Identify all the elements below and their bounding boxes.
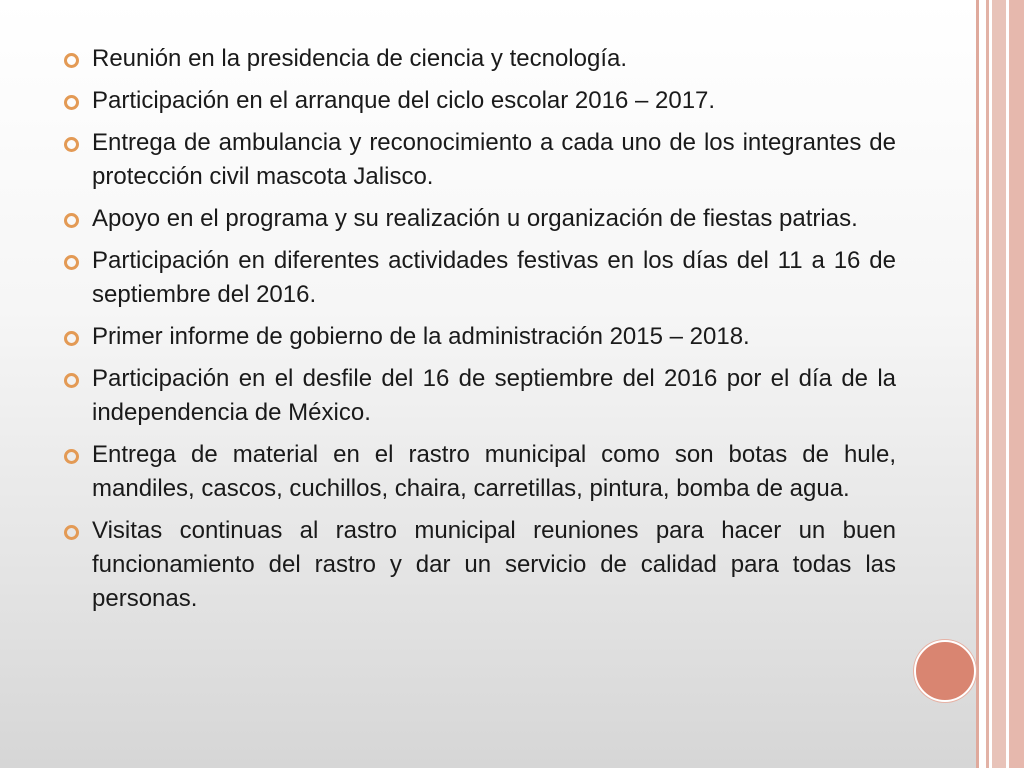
list-item-text: Participación en diferentes actividades festivas en los días del 11 a 16 de septiembre del 2016.: [92, 247, 896, 308]
hollow-circle-bullet-icon: [64, 95, 79, 110]
list-item-text: Entrega de material en el rastro municipal como son botas de hule, mandiles, cascos, cuchillos, chaira, carretillas, pintura, bomba de agua.: [92, 441, 896, 502]
list-item-text: Visitas continuas al rastro municipal reuniones para hacer un buen funcionamiento del rastro y dar un servicio de calidad para todas las personas.: [92, 517, 896, 612]
hollow-circle-bullet-icon: [64, 255, 79, 270]
list-item-text: Apoyo en el programa y su realización u organización de fiestas patrias.: [92, 205, 858, 232]
hollow-circle-bullet-icon: [64, 137, 79, 152]
list-item: [60, 84, 896, 118]
list-item: [60, 514, 896, 616]
list-item: [60, 320, 896, 354]
list-item: [60, 244, 896, 312]
list-item-text: Entrega de ambulancia y reconocimiento a cada uno de los integrantes de protección civil mascota Jalisco.: [92, 129, 896, 190]
list-item-text: Participación en el arranque del ciclo escolar 2016 – 2017.: [92, 87, 716, 114]
hollow-circle-bullet-icon: [64, 449, 79, 464]
list-item-text: Participación en el desfile del 16 de septiembre del 2016 por el día de la independencia de México.: [92, 365, 896, 426]
list-item: [60, 362, 896, 430]
list-item: [60, 438, 896, 506]
hollow-circle-bullet-icon: [64, 213, 79, 228]
accent-circle: [914, 640, 976, 702]
list-item: [60, 42, 896, 76]
decorative-stripe: [979, 0, 986, 768]
hollow-circle-bullet-icon: [64, 53, 79, 68]
list-item-text: Reunión en la presidencia de ciencia y tecnología.: [92, 45, 628, 72]
list-item: [60, 202, 896, 236]
hollow-circle-bullet-icon: [64, 525, 79, 540]
hollow-circle-bullet-icon: [64, 373, 79, 388]
decorative-stripe: [1009, 0, 1024, 768]
bullet-list: [60, 42, 896, 624]
list-item-text: Primer informe de gobierno de la administración 2015 – 2018.: [92, 323, 750, 350]
list-item: [60, 126, 896, 194]
decorative-stripe: [992, 0, 1006, 768]
hollow-circle-bullet-icon: [64, 331, 79, 346]
